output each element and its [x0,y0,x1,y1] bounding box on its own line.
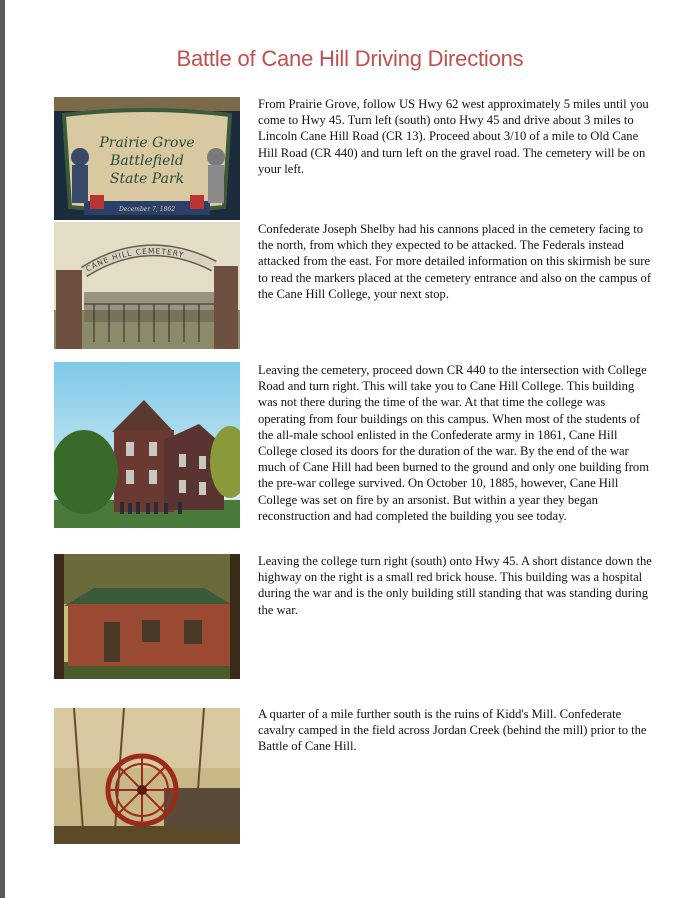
kidds-mill-photo [54,708,240,844]
section-3-text: Leaving the cemetery, proceed down CR 440 to the intersection with College Road and turn right. This will take you to Cane Hill College. This building was not there during the time of the war. At that time the college was operating from four buildings on this campus. When most of the students of the all-male school enlisted in the Confederate army in 1861, Cane Hill College closed its doors for the duration of the war. By the end of the war much of Cane Hill had been burned to the ground and only one building from the pre-war college survived. On October 10, 1885, however, Cane Hill College was set on fire by an arsonist. But within a year they began reconstruction and had completed the building you see today. [258,363,650,523]
sign-date: December 7, 1862 [118,206,176,213]
page-title: Battle of Cane Hill Driving Directions [176,46,524,71]
sign-line-1: Prairie Grove [99,135,195,151]
section-2-text: Confederate Joseph Shelby had his cannons placed in the cemetery facing to the north, from which they expected to be attacked. The Federals instead attacked from the east. For more detailed information on this skirmish be sure to read the markers placed at the cemetery entrance and also on the campus of the Cane Hill College, your next stop. [258,222,652,301]
sign-line-2: Battlefield [110,153,184,169]
page-edge [0,0,5,898]
section-1-text: From Prairie Grove, follow US Hwy 62 west approximately 5 miles until you come to Hwy 45. Turn left (south) onto Hwy 45 and drive about 3 miles to Lincoln Cane Hill Road (CR 13). Proceed about 3/10 of a mile to Old Cane Hill Road (CR 440) and turn left on the gravel road. The cemetery will be on your left. [258,97,649,176]
arch-text: CANE HILL CEMETERY [84,246,186,274]
cemetery-gate-photo [54,222,240,349]
section-5-text: A quarter of a mile further south is the ruins of Kidd's Mill. Confederate cavalry camped in the field across Jordan Creek (behind the mill) prior to the Battle of Cane Hill. [258,707,647,754]
red-brick-house-photo [54,554,240,679]
cane-hill-college-photo [54,362,240,528]
prairie-grove-sign-photo [54,97,240,220]
sign-line-3: State Park [109,171,185,187]
section-4-text: Leaving the college turn right (south) onto Hwy 45. A short distance down the highway on the right is a small red brick house. This building was a hospital during the war and is the only building still standing that was standing during the war. [258,554,652,617]
